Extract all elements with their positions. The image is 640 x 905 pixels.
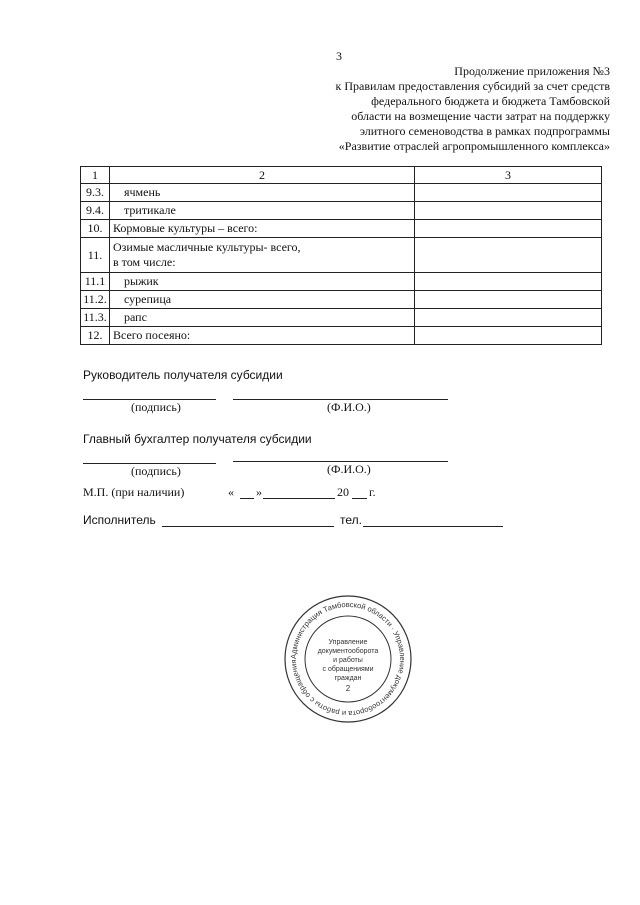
day-line <box>240 498 254 499</box>
row-value <box>415 202 602 220</box>
row-number: 9.3. <box>81 184 110 202</box>
svg-text:Администрация Тамбовской облас: Администрация Тамбовской области · Управление документооборота и работы с обращения <box>288 599 408 719</box>
row-name: Всего посеяно: <box>110 327 415 345</box>
header-line: к Правилам предоставления субсидий за счет средств <box>335 79 610 93</box>
head-title: Руководитель получателя субсидии <box>83 368 283 382</box>
row-number: 11.2. <box>81 291 110 309</box>
phone-line <box>363 526 503 527</box>
row-name: сурепица <box>110 291 415 309</box>
row-number: 9.4. <box>81 202 110 220</box>
head-signature-caption: (подпись) <box>131 400 181 414</box>
table-row <box>81 220 602 238</box>
row-number: 11.1 <box>81 273 110 291</box>
month-line <box>263 498 335 499</box>
year-suffix: г. <box>369 485 376 499</box>
row-value <box>415 309 602 327</box>
header-line: «Развитие отраслей агропромышленного комплекса» <box>338 139 610 153</box>
row-number: 10. <box>81 220 110 238</box>
phone-label: тел. <box>340 513 362 527</box>
quote-close: » <box>256 485 262 499</box>
appendix-header <box>300 64 610 154</box>
table-row <box>81 184 602 202</box>
header-line: области на возмещение части затрат на поддержку <box>351 109 610 123</box>
row-value <box>415 220 602 238</box>
executor-line <box>162 526 334 527</box>
header-cell-2: 2 <box>110 167 415 184</box>
accountant-fio-caption: (Ф.И.О.) <box>327 462 371 476</box>
year-prefix: 20 <box>337 485 349 499</box>
svg-text:документооборота: документооборота <box>317 648 379 655</box>
table-row <box>81 202 602 220</box>
page-number: 3 <box>336 49 342 63</box>
executor-label: Исполнитель <box>83 513 156 527</box>
row-name: рапс <box>110 309 415 327</box>
svg-text:граждан: граждан <box>334 675 362 682</box>
quote-open: « <box>228 485 234 499</box>
official-stamp <box>283 594 413 724</box>
table-row <box>81 291 602 309</box>
accountant-title: Главный бухгалтер получателя субсидии <box>83 432 312 446</box>
crops-table <box>80 166 602 345</box>
year-line <box>352 498 367 499</box>
header-line: элитного семеноводства в рамках подпрограммы <box>359 124 610 138</box>
row-name: ячмень <box>110 184 415 202</box>
row-name <box>110 238 415 273</box>
header-cell-3: 3 <box>415 167 602 184</box>
row-name: Кормовые культуры – всего: <box>110 220 415 238</box>
table-row <box>81 327 602 345</box>
mp-label: М.П. (при наличии) <box>83 485 185 499</box>
head-fio-caption: (Ф.И.О.) <box>327 400 371 414</box>
table-row <box>81 238 602 273</box>
row-value <box>415 238 602 273</box>
svg-text:2: 2 <box>345 684 351 693</box>
table-row <box>81 273 602 291</box>
row-number: 12. <box>81 327 110 345</box>
row-number: 11. <box>81 238 110 273</box>
svg-text:с обращениями: с обращениями <box>322 666 374 673</box>
row-value <box>415 273 602 291</box>
row-name: рыжик <box>110 273 415 291</box>
header-line: федерального бюджета и бюджета Тамбовской <box>371 94 610 108</box>
row-value <box>415 184 602 202</box>
row-value <box>415 327 602 345</box>
table-row <box>81 309 602 327</box>
svg-text:Управление: Управление <box>328 639 368 646</box>
row-value <box>415 291 602 309</box>
stamp-seal-icon <box>283 594 413 724</box>
row-name: тритикале <box>110 202 415 220</box>
header-line: Продолжение приложения №3 <box>454 64 610 78</box>
row-name-line-1: Озимые масличные культуры- всего, <box>113 240 301 254</box>
header-cell-1: 1 <box>81 167 110 184</box>
svg-text:и работы: и работы <box>333 657 363 664</box>
accountant-signature-caption: (подпись) <box>131 464 181 478</box>
row-name-line-2: в том числе: <box>113 255 176 269</box>
row-number: 11.3. <box>81 309 110 327</box>
table-header-row <box>81 167 602 184</box>
